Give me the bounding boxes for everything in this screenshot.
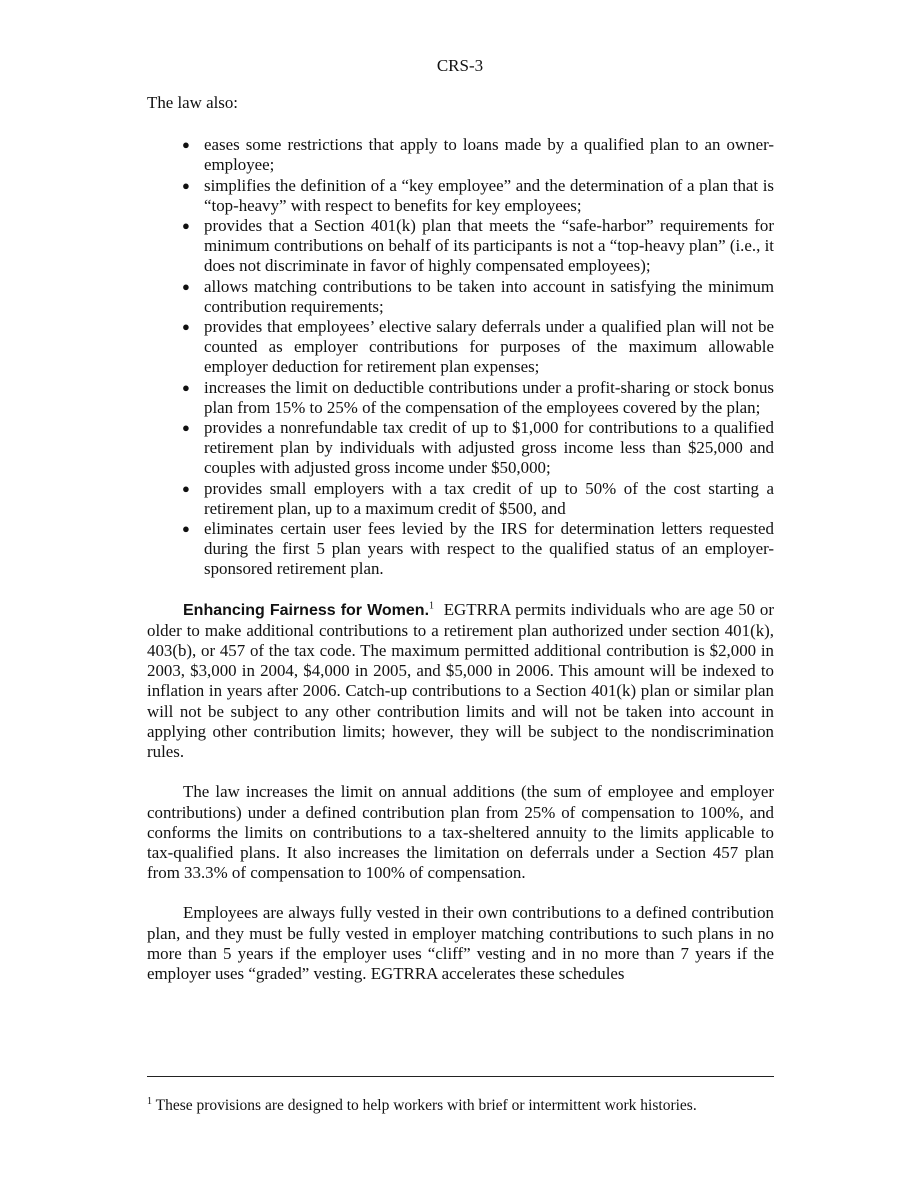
footnote-divider: [147, 1076, 774, 1077]
bullet-icon: ●: [182, 177, 190, 193]
paragraph: The law increases the limit on annual additions (the sum of employee and employer contributions) under a defined contribution plan from 25% of compensation to 100%, and conforms the limits on contributions to a tax-sheltered annuity to the limits applicable to tax-qualified plans. It also increases the limitation on deferrals under a Section 457 plan from 33.3% of compensation to 100% of compensation.: [147, 782, 774, 883]
intro-text: The law also:: [147, 93, 238, 112]
list-item: ● eases some restrictions that apply to loans made by a qualified plan to an owner-employee;: [182, 135, 774, 175]
list-item: ● increases the limit on deductible contributions under a profit-sharing or stock bonus plan from 15% to 25% of the compensation of the employees covered by the plan;: [182, 377, 774, 417]
bullet-icon: ●: [182, 420, 190, 436]
footnote-text: These provisions are designed to help workers with brief or intermittent work histories.: [155, 1097, 697, 1114]
list-item: ● provides that employees’ elective salary deferrals under a qualified plan will not be counted as employer contributions for purposes of the maximum allowable employer deduction for retirement plan expenses;: [182, 317, 774, 377]
bullet-icon: ●: [182, 319, 190, 335]
provisions-list: [147, 135, 774, 579]
list-item: ● provides a nonrefundable tax credit of up to $1,000 for contributions to a qualified retirement plan by individuals with adjusted gross income less than $25,000 and couples with adjusted gross income under $50,000;: [182, 418, 774, 478]
bullet-icon: ●: [182, 379, 190, 395]
bullet-icon: ●: [182, 218, 190, 234]
footnote-ref[interactable]: 1: [429, 600, 435, 612]
body-text: [147, 93, 774, 984]
bullet-icon: ●: [182, 278, 190, 294]
list-item: ● provides small employers with a tax credit of up to 50% of the cost starting a retirement plan, up to a maximum credit of $500, and: [182, 478, 774, 518]
footnote: [147, 1096, 774, 1116]
footnote-number: 1: [147, 1095, 152, 1107]
list-item: ● provides that a Section 401(k) plan that meets the “safe-harbor” requirements for minimum contributions on behalf of its participants is not a “top-heavy plan” (i.e., it does not discriminate in favor of highly compensated employees);: [182, 216, 774, 276]
list-item: ● simplifies the definition of a “key employee” and the determination of a plan that is “top-heavy” with respect to benefits for key employees;: [182, 175, 774, 215]
list-item: ● allows matching contributions to be taken into account in satisfying the minimum contribution requirements;: [182, 276, 774, 316]
bullet-icon: ●: [182, 480, 190, 496]
section-heading: Enhancing Fairness for Women.: [183, 601, 430, 619]
page-header: CRS-3: [436, 56, 484, 75]
paragraph-text: EGTRRA permits individuals who are age 50 or older to make additional contributions to a retirement plan authorized under section 401(k), 403(b), or 457 of the tax code. The maximum permitted additional contribution is $2,000 in 2003, $3,000 in 2004, $4,000 in 2005, and $5,000 in 2006. This amount will be indexed to inflation in years after 2006. Catch-up contributions to a Section 401(k) plan or similar plan will not be subject to any other contribution limits and will not be taken into account in applying other contribution limits; however, they will be subject to the nondiscrimination rules.: [147, 599, 775, 762]
section-paragraph: [147, 600, 774, 763]
bullet-icon: ●: [182, 137, 190, 153]
list-item: ● eliminates certain user fees levied by the IRS for determination letters requested during the first 5 plan years with respect to the qualified status of an employer-sponsored retirement plan.: [182, 519, 774, 579]
paragraph: Employees are always fully vested in their own contributions to a defined contribution plan, and they must be fully vested in employer matching contributions to such plans in no more than 5 years if the employer uses “cliff” vesting and in no more than 7 years if the employer uses “graded” vesting. EGTRRA accelerates these schedules: [147, 903, 774, 983]
bullet-icon: ●: [182, 521, 190, 537]
